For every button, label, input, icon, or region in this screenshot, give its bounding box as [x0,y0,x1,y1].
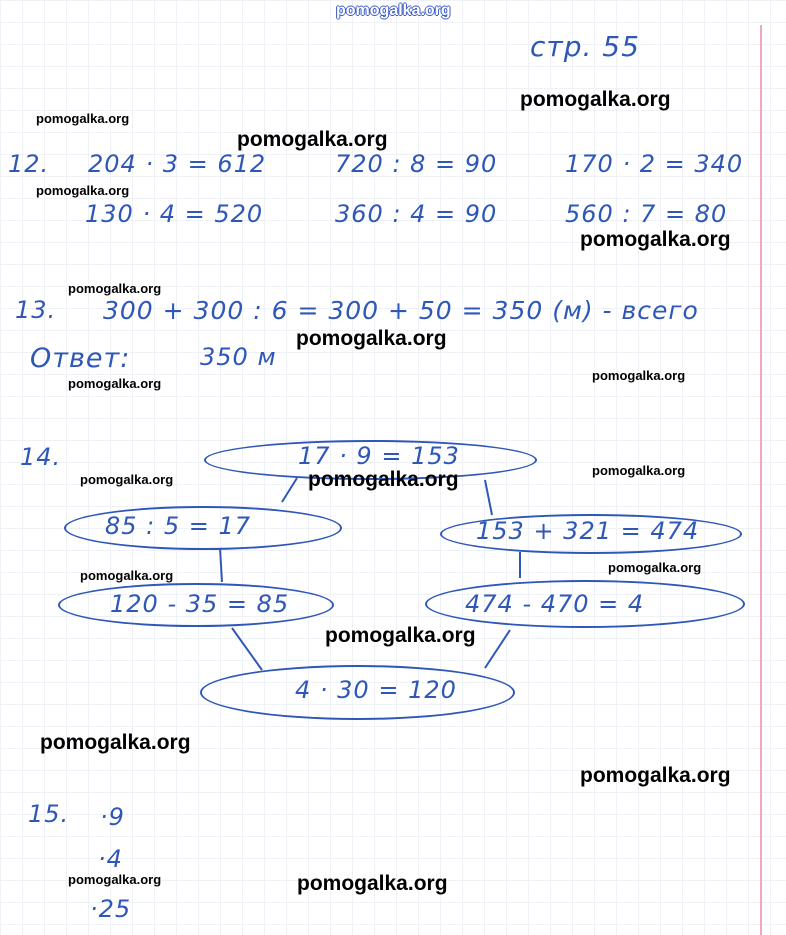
connector-left [220,548,222,582]
task13-expression: 300 + 300 : 6 = 300 + 50 = 350 (м) - всего [103,296,699,325]
connector-bottom-right [485,630,510,668]
watermark-small: pomogalka.org [608,560,702,575]
watermark: pomogalka.org [40,731,191,754]
task15-number: 15. [28,800,70,828]
task12-eq-3: 170 · 2 = 340 [565,150,744,178]
task15-item-2: ·4 [98,845,123,873]
task12-eq-1: 204 · 3 = 612 [88,150,267,178]
watermark: pomogalka.org [297,872,448,895]
task12-eq-4: 130 · 4 = 520 [85,200,264,228]
task13-answer-label: Ответ: [30,343,131,374]
page-label: стр. 55 [530,30,640,63]
watermark: pomogalka.org [325,624,476,647]
watermark-small: pomogalka.org [592,368,686,383]
oval-right-2-text: 474 - 470 = 4 [465,590,645,618]
task12-eq-2: 720 : 8 = 90 [335,150,498,178]
watermark: pomogalka.org [308,468,459,491]
watermark-top: pomogalka.org [336,2,451,19]
task12-number: 12. [8,150,50,178]
oval-right-1-text: 153 + 321 = 474 [476,517,700,545]
watermark-small: pomogalka.org [80,568,174,583]
watermark-small: pomogalka.org [68,872,162,887]
watermark-small: pomogalka.org [68,376,162,391]
oval-bottom-text: 4 · 30 = 120 [295,676,457,704]
watermark: pomogalka.org [520,88,671,111]
task15-item-3: ·25 [90,895,132,923]
task14-number: 14. [20,443,62,471]
task13-answer-value: 350 м [200,343,277,371]
connector-bottom-left [232,628,262,670]
oval-top-text: 17 · 9 = 153 [298,442,460,470]
task13-number: 13. [15,296,57,324]
oval-left-1-text: 85 : 5 = 17 [105,512,252,540]
connector-top-right [485,480,492,515]
watermark: pomogalka.org [580,764,731,787]
watermark: pomogalka.org [580,228,731,251]
task15-item-1: ·9 [100,803,125,831]
connector-top-left [282,478,297,502]
watermark-small: pomogalka.org [80,472,174,487]
watermark-small: pomogalka.org [592,463,686,478]
watermark-small: pomogalka.org [36,111,130,126]
task12-eq-5: 360 : 4 = 90 [335,200,498,228]
watermark: pomogalka.org [296,327,447,350]
watermark-small: pomogalka.org [36,183,130,198]
oval-left-2-text: 120 - 35 = 85 [110,590,290,618]
task12-eq-6: 560 : 7 = 80 [565,200,728,228]
watermark-small: pomogalka.org [68,281,162,296]
watermark: pomogalka.org [237,128,388,151]
